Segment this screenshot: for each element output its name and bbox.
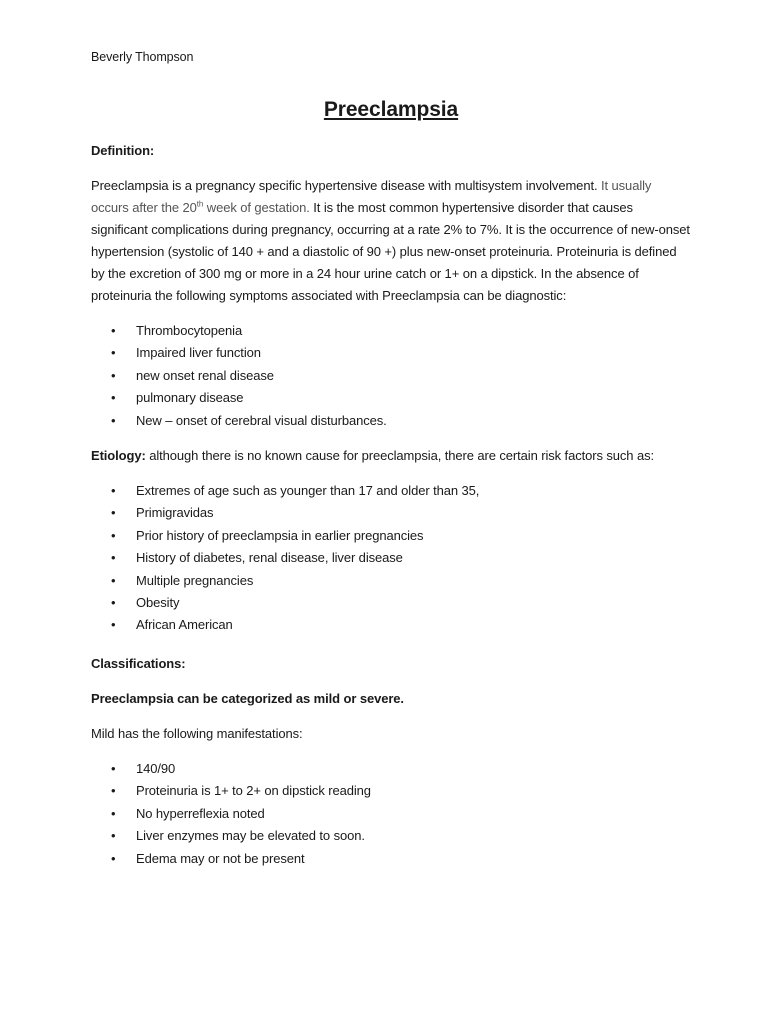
bullet-icon: •: [111, 345, 116, 361]
list-item-text: Proteinuria is 1+ to 2+ on dipstick reading: [136, 783, 371, 799]
definition-text-part4: It is the most common hypertensive disorder that causes significant complications during pregnancy, occurring at a rate 2% to 7%. It is the occurrence of new-onset hypertension (systolic of 140 + and a diastolic of 90 +) plus new-onset proteinuria. Proteinuria is defined by the excretion of 300 mg or more in a 24 hour urine catch or 1+ on a dipstick. In the absence of proteinuria the following symptoms associated with Preeclampsia can be diagnostic:: [91, 200, 690, 303]
list-item-text: African American: [136, 617, 233, 633]
definition-text-part1: Preeclampsia is a pregnancy specific hypertensive disease with multisystem involvement.: [91, 178, 598, 193]
classification-statement: Preeclampsia can be categorized as mild or severe.: [91, 690, 404, 706]
list-item: [91, 365, 691, 387]
list-item-text: Edema may or not be present: [136, 850, 305, 866]
bullet-icon: •: [111, 483, 116, 499]
list-item-text: Liver enzymes may be elevated to soon.: [136, 828, 365, 844]
bullet-icon: •: [111, 527, 116, 543]
list-item-text: Prior history of preeclampsia in earlier pregnancies: [136, 527, 424, 543]
list-item: [91, 592, 691, 614]
bullet-icon: •: [111, 805, 116, 821]
list-item-text: pulmonary disease: [136, 390, 244, 406]
document-body: [91, 46, 691, 870]
list-item-text: Extremes of age such as younger than 17 and older than 35,: [136, 483, 480, 499]
bullet-icon: •: [111, 617, 116, 633]
list-item-text: Multiple pregnancies: [136, 572, 254, 588]
list-item: [91, 803, 691, 825]
bullet-icon: •: [111, 572, 116, 588]
bullet-icon: •: [111, 595, 116, 611]
definition-text-part2: It usually occurs after the 20: [91, 178, 652, 215]
bullet-icon: •: [111, 850, 116, 866]
bullet-icon: •: [111, 505, 116, 521]
list-item-text: Primigravidas: [136, 505, 214, 521]
list-item: [91, 825, 691, 847]
classifications-heading: Classifications:: [91, 655, 186, 671]
mild-intro: Mild has the following manifestations:: [91, 725, 303, 741]
risk-factors-list: [91, 480, 691, 637]
bullet-icon: •: [111, 412, 116, 428]
list-item: [91, 480, 691, 502]
list-item: [91, 547, 691, 569]
list-item: [91, 525, 691, 547]
definition-heading: Definition:: [91, 143, 155, 158]
author-name: Beverly Thompson: [91, 50, 194, 64]
list-item: [91, 780, 691, 802]
bullet-icon: •: [111, 783, 116, 799]
list-item: [91, 848, 691, 870]
bullet-icon: •: [111, 550, 116, 566]
definition-paragraph: [91, 175, 691, 307]
list-item: [91, 502, 691, 524]
list-item-text: new onset renal disease: [136, 367, 274, 383]
etiology-paragraph: [91, 445, 691, 467]
bullet-icon: •: [111, 760, 116, 776]
list-item-text: Thrombocytopenia: [136, 323, 243, 338]
list-item-text: No hyperreflexia noted: [136, 805, 265, 821]
symptoms-list: [91, 320, 691, 432]
bullet-icon: •: [111, 390, 116, 406]
list-item-text: History of diabetes, renal disease, liver disease: [136, 550, 403, 566]
bullet-icon: •: [111, 828, 116, 844]
list-item: [91, 320, 691, 342]
mild-manifestations-list: [91, 758, 691, 870]
document-title: Preeclampsia: [323, 98, 459, 121]
list-item-text: Impaired liver function: [136, 345, 261, 361]
list-item: [91, 410, 691, 432]
list-item: [91, 342, 691, 364]
definition-text-part3: week of gestation.: [203, 200, 310, 215]
etiology-text: although there is no known cause for preeclampsia, there are certain risk factors such as:: [145, 448, 654, 464]
list-item-text: New – onset of cerebral visual disturbances.: [136, 412, 387, 428]
list-item-text: 140/90: [136, 760, 176, 776]
list-item: [91, 758, 691, 780]
list-item: [91, 570, 691, 592]
list-item: [91, 614, 691, 636]
bullet-icon: •: [111, 367, 116, 383]
bullet-icon: •: [111, 323, 116, 338]
list-item: [91, 387, 691, 409]
definition-superscript: th: [196, 199, 204, 209]
list-item-text: Obesity: [136, 595, 180, 611]
etiology-heading: Etiology:: [91, 448, 146, 464]
